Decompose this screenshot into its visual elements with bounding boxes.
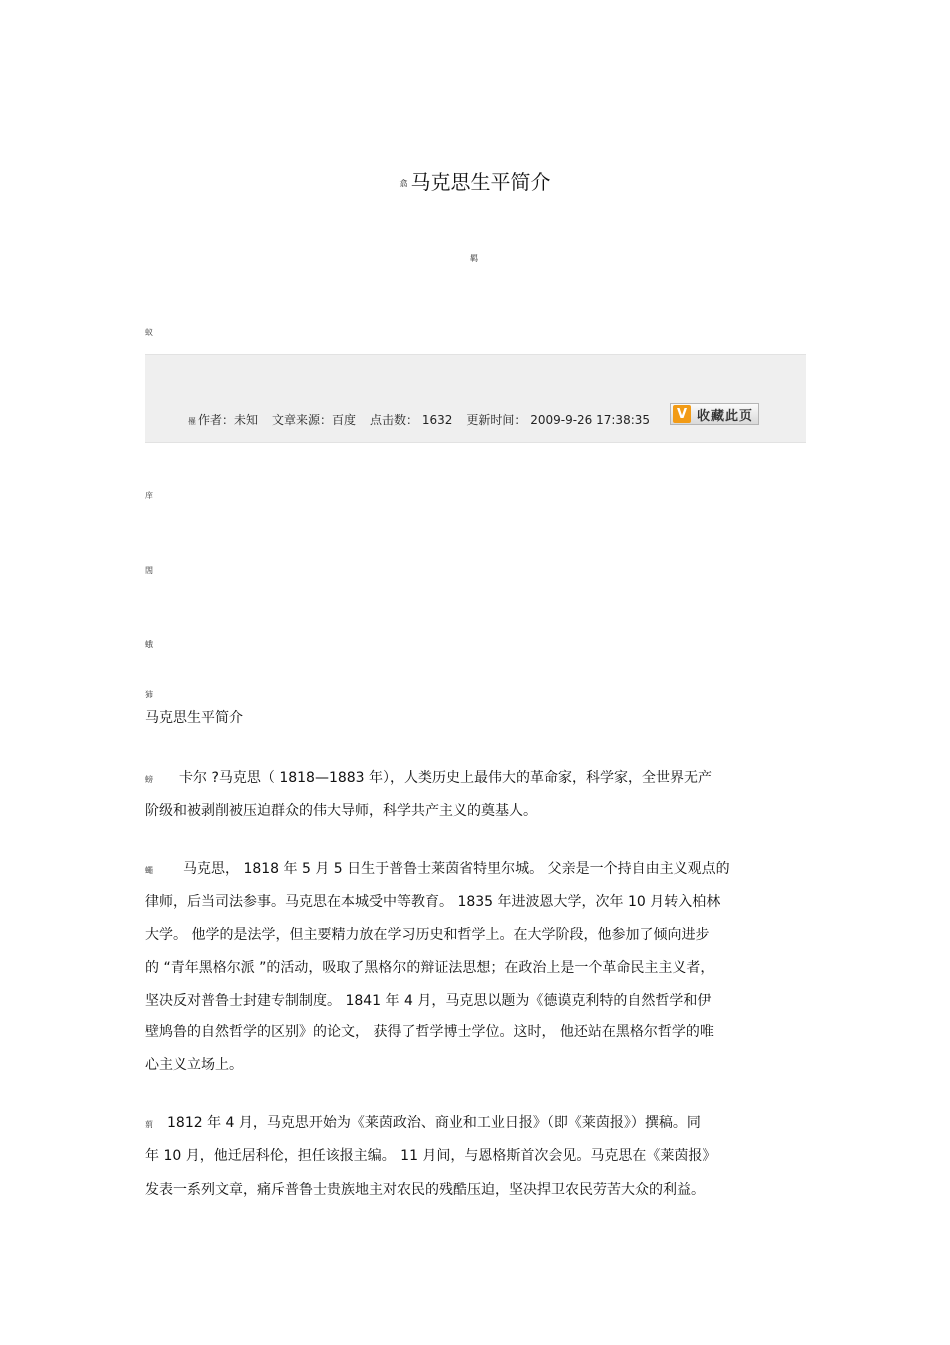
paragraph-line: 年 10 月，他迁居科伦，担任该报主编。 11 月间，与恩格斯首次会见。马克思在《莱茵报》: [145, 1148, 717, 1164]
meta-clicks: 点击数： 1632: [370, 413, 453, 427]
checkmark-v-icon: V: [673, 405, 691, 423]
paragraph-line: 阶级和被剥削被压迫群众的伟大导师，科学共产主义的奠基人。: [145, 803, 537, 819]
page-title: [0, 166, 950, 195]
paragraph-line: 大学。 他学的是法学，但主要精力放在学习历史和哲学上。在大学阶段，他参加了倾向进步: [145, 927, 710, 943]
paragraph-line: 发表一系列文章，痛斥普鲁士贵族地主对农民的残酷压迫，坚决捍卫农民劳苦大众的利益。: [145, 1182, 705, 1198]
article-meta: [188, 411, 664, 428]
article-subtitle: 马克思生平简介: [145, 710, 243, 726]
paragraph-line: 坚决反对普鲁士封建专制制度。 1841 年 4 月，马克思以题为《德谟克利特的自然哲学和伊: [145, 993, 712, 1009]
stray-mark: 蚁: [145, 328, 153, 337]
paragraph-mark: 莂: [145, 1120, 153, 1129]
stray-mark: 庠: [145, 491, 153, 500]
favorite-page-label: 收藏此页: [697, 408, 754, 424]
page-title-text: 马克思生平简介: [410, 170, 551, 194]
stray-mark: 閤: [145, 566, 153, 575]
stray-mark: 蛾: [145, 640, 153, 649]
paragraph-line: [145, 1112, 701, 1132]
paragraph-line: 壁鸠鲁的自然哲学的区别》的论文， 获得了哲学博士学位。这时， 他还站在黑格尔哲学的唯: [145, 1024, 714, 1040]
meta-mark: 罹: [188, 417, 196, 426]
paragraph-line: 的 “青年黑格尔派 ”的活动，吸取了黑格尔的辩证法思想；在政治上是一个革命民主主义者，: [145, 960, 715, 976]
paragraph-mark: 蠅: [145, 866, 153, 875]
paragraph-text: 1812 年 4 月，马克思开始为《莱茵政治、商业和工业日报》（即《莱茵报》）撰稿。同: [167, 1115, 701, 1131]
paragraph-line: 心主义立场上。: [145, 1057, 243, 1073]
stray-mark: 犻: [145, 690, 153, 699]
paragraph-mark: 螃: [145, 775, 153, 784]
stray-mark: 羁: [470, 254, 478, 263]
paragraph-line: 律师，后当司法参事。马克思在本城受中等教育。 1835 年进波恩大学，次年 10 月转入柏林: [145, 894, 721, 910]
meta-author: 作者：未知: [198, 413, 259, 427]
meta-source: 文章来源：百度: [272, 413, 357, 427]
paragraph-text: 马克思， 1818 年 5 月 5 日生于普鲁士莱茵省特里尔城。 父亲是一个持自由主义观点的: [183, 861, 730, 877]
meta-updated: 更新时间： 2009-9-26 17:38:35: [466, 413, 651, 427]
article-info-box: [145, 354, 806, 443]
paragraph-text: 卡尔 ?马克思（ 1818—1883 年），人类历史上最伟大的革命家，科学家，全世界无产: [179, 770, 713, 786]
title-mark: 翕: [399, 179, 408, 188]
paragraph-line: [145, 767, 712, 787]
favorite-page-button[interactable]: [670, 403, 759, 425]
paragraph-line: [145, 858, 730, 878]
